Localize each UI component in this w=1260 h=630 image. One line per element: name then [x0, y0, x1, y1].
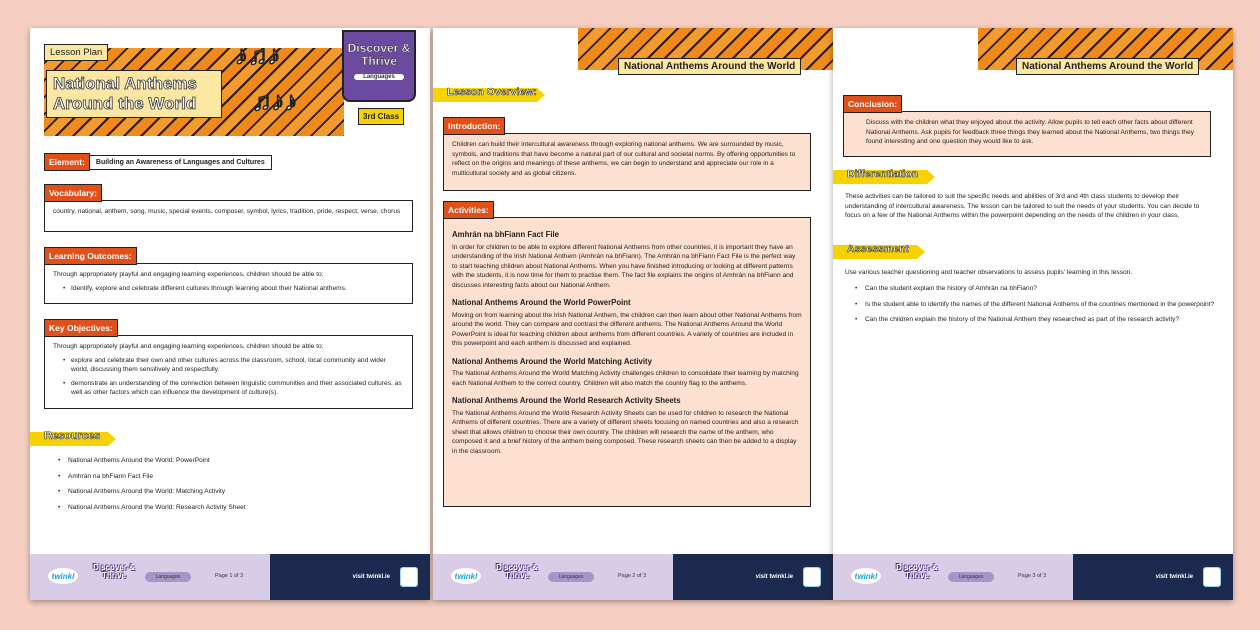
activity-heading: Amhrán na bhFiann Fact File — [452, 230, 560, 239]
ko-intro: Through appropriately playful and engaging learning experiences, children should be able to: — [53, 343, 324, 350]
discover-thrive-logo — [342, 30, 416, 102]
conclusion-section — [843, 94, 1211, 157]
conclusion-label: Conclusion: — [843, 95, 902, 113]
activity-text: The National Anthems Around the World Matching Activity challenges children to consolidate their learning by matching each National Anthem to the correct country. Children will also match the country flag to the anthems. — [452, 370, 799, 387]
activity-heading: National Anthems Around the World PowerPoint — [452, 298, 631, 307]
introduction-section — [443, 116, 811, 191]
activities-box — [443, 217, 811, 507]
page-number: Page 1 of 3 — [215, 573, 244, 579]
activity-heading: National Anthems Around the World Matching Activity — [452, 356, 652, 366]
footer-languages-pill: Languages — [145, 572, 191, 582]
header-title: National Anthems Around the World — [618, 58, 801, 75]
key-objectives-section — [44, 318, 413, 409]
class-badge: 3rd Class — [358, 108, 404, 125]
lo-intro: Through appropriately playful and engaging learning experiences, children should be able to: — [53, 271, 324, 278]
lo-label: Learning Outcomes: — [44, 247, 137, 265]
footer-dark-panel — [270, 554, 430, 600]
footer-url[interactable]: visit twinkl.ie — [755, 574, 793, 580]
footer — [833, 554, 1233, 600]
music-notes-icon-2: ♫♪♪ — [252, 86, 298, 116]
ko-item: • demonstrate an understanding of the connection between linguistic communities and their associated cultures, as well as other factors which can influence the development of culture(s). — [63, 379, 404, 398]
learning-outcomes-section — [44, 246, 413, 304]
header-title: National Anthems Around the World — [1016, 58, 1199, 75]
activity-text: Moving on from learning about the Irish National Anthem, the children can then learn about other National Anthems from around the world. They can compare and contrast the different anthems. The National Anthems Around the World PowerPoint is ideal for teaching children about anthems from different countries. A variety of countries are included in this powerpoint and each anthem is discussed and explained. — [452, 311, 802, 347]
page-1 — [30, 28, 430, 600]
ko-item: • explore and celebrate their own and other cultures across the classroom, school, local community and wider world, discussing them sensitively and respectfully. — [63, 356, 404, 375]
twinkl-logo: twinkl — [48, 568, 78, 584]
ko-box — [44, 335, 413, 409]
assessment-list — [855, 284, 1215, 331]
assessment-item: • Is the student able to identify the names of the different National Anthems of the countries mentioned in the powerpoint? — [855, 300, 1215, 310]
differentiation-text: These activities can be tailored to suit the specific needs and abilities of 3rd and 4th class students to develop their understanding of intercultural awareness. The lesson can be tailored to suit the needs of your students. You can decide to focus on a few of the National Anthems within the powerpoint depending on the needs of the children in your class. — [845, 193, 1200, 219]
activity-text: In order for children to be able to explore different National Anthems from other countries, it is important they have an understanding of the Irish National Anthem (Amhrán na bhFiann). The Amhrán na bhFiann Fact File is the perfect way to start teaching children about National Anthems. When you have finished introducing or looking at different patterns with the students, it is now time for them to practise them. The fact file explains the origins of Amhrán na bhFiann and discusses interesting facts about our National Anthem. — [452, 243, 796, 289]
badge-icon — [803, 567, 821, 587]
footer-languages-pill: Languages — [548, 572, 594, 582]
assessment-heading: Assessment — [833, 243, 943, 261]
music-notes-icon: ♪♫♪ — [235, 40, 281, 70]
activity-text: The National Anthems Around the World Research Activity Sheets can be used for children to research the National Anthems of different countries. There are a variety of different sheets focusing on named countries and also a research sheet that allows children to choose their own country. The children will research the name of the anthem, who composed it and a brief history of the anthem being composed. These research sheets can then be added to a display in the classroom. — [452, 409, 799, 455]
dt-logo-text: Discover & Thrive — [347, 41, 411, 68]
resource-item: • National Anthems Around the World: Matching Activity — [58, 487, 398, 497]
conclusion-text: Discuss with the children what they enjoyed about the activity. Allow pupils to tell each other facts about different National Anthems. Ask pupils for feedback three things they learned about the National Anthems, two things they found interesting and one question they would like to ask. — [843, 111, 1211, 157]
resource-item: • National Anthems Around the World: PowerPoint — [58, 456, 398, 466]
footer-dt-logo: Discover & Thrive — [896, 563, 938, 580]
twinkl-logo: twinkl — [451, 568, 481, 584]
badge-icon — [400, 567, 418, 587]
element-row — [44, 153, 272, 171]
resources-list — [58, 456, 398, 518]
activities-section — [443, 200, 811, 507]
footer-dark-panel — [1073, 554, 1233, 600]
page-number: Page 3 of 3 — [1018, 573, 1047, 579]
lo-box — [44, 263, 413, 304]
footer-dt-logo: Discover & Thrive — [93, 563, 135, 580]
footer — [30, 554, 430, 600]
badge-icon — [1203, 567, 1221, 587]
lesson-plan-label: Lesson Plan — [44, 44, 108, 61]
activity-heading: National Anthems Around the World Research Activity Sheets — [452, 396, 681, 405]
page-2 — [433, 28, 833, 600]
footer-url[interactable]: visit twinkl.ie — [352, 574, 390, 580]
page-title: National Anthems Around the World — [46, 70, 222, 118]
page-3 — [833, 28, 1233, 600]
footer-url[interactable]: visit twinkl.ie — [1155, 574, 1193, 580]
lo-item: • Identify, explore and celebrate different cultures through learning about their National anthems. — [63, 284, 404, 294]
differentiation-heading: Differentiation — [833, 168, 953, 186]
footer-languages-pill: Languages — [948, 572, 994, 582]
footer-dt-logo: Discover & Thrive — [496, 563, 538, 580]
footer-dark-panel — [673, 554, 833, 600]
resource-item: • Amhrán na bhFiann Fact File — [58, 472, 398, 482]
page-number: Page 2 of 3 — [618, 573, 647, 579]
twinkl-logo: twinkl — [851, 568, 881, 584]
assessment-intro: Use various teacher questioning and teacher observations to assess pupils' learning in this lesson. — [845, 269, 1133, 276]
vocab-section — [44, 183, 413, 232]
intro-text: Children can build their intercultural awareness through exploring national anthems. We are surrounded by music, symbols, and traditions that have become a natural part of our cultural and societal norms. By offering opportunities to reflect on the origins and meanings of these anthems, we can begin to understand and appreciate our role in a multicultural society and as global citizens. — [443, 133, 811, 191]
lesson-overview-heading: Lesson Overview: — [433, 86, 563, 104]
vocab-text: country, national, anthem, song, music, special events, composer, symbol, lyrics, tradition, pride, respect, verse, chorus — [44, 200, 413, 232]
resource-item: • National Anthems Around the World: Research Activity Sheet — [58, 503, 398, 513]
dt-logo-sub: Languages — [354, 74, 404, 80]
footer — [433, 554, 833, 600]
element-text: Building an Awareness of Languages and Cultures — [89, 155, 272, 170]
intro-label: Introduction: — [443, 117, 505, 135]
resources-heading: Resources — [30, 430, 130, 448]
element-label: Element: — [44, 153, 90, 171]
activities-label: Activities: — [443, 201, 494, 219]
vocab-label: Vocabulary: — [44, 184, 102, 202]
assessment-item: • Can the children explain the history of the National Anthem they researched as part of the research activity? — [855, 315, 1215, 325]
assessment-item: • Can the student explain the history of Amhrán na bhFiann? — [855, 284, 1215, 294]
ko-label: Key Objectives: — [44, 319, 118, 337]
